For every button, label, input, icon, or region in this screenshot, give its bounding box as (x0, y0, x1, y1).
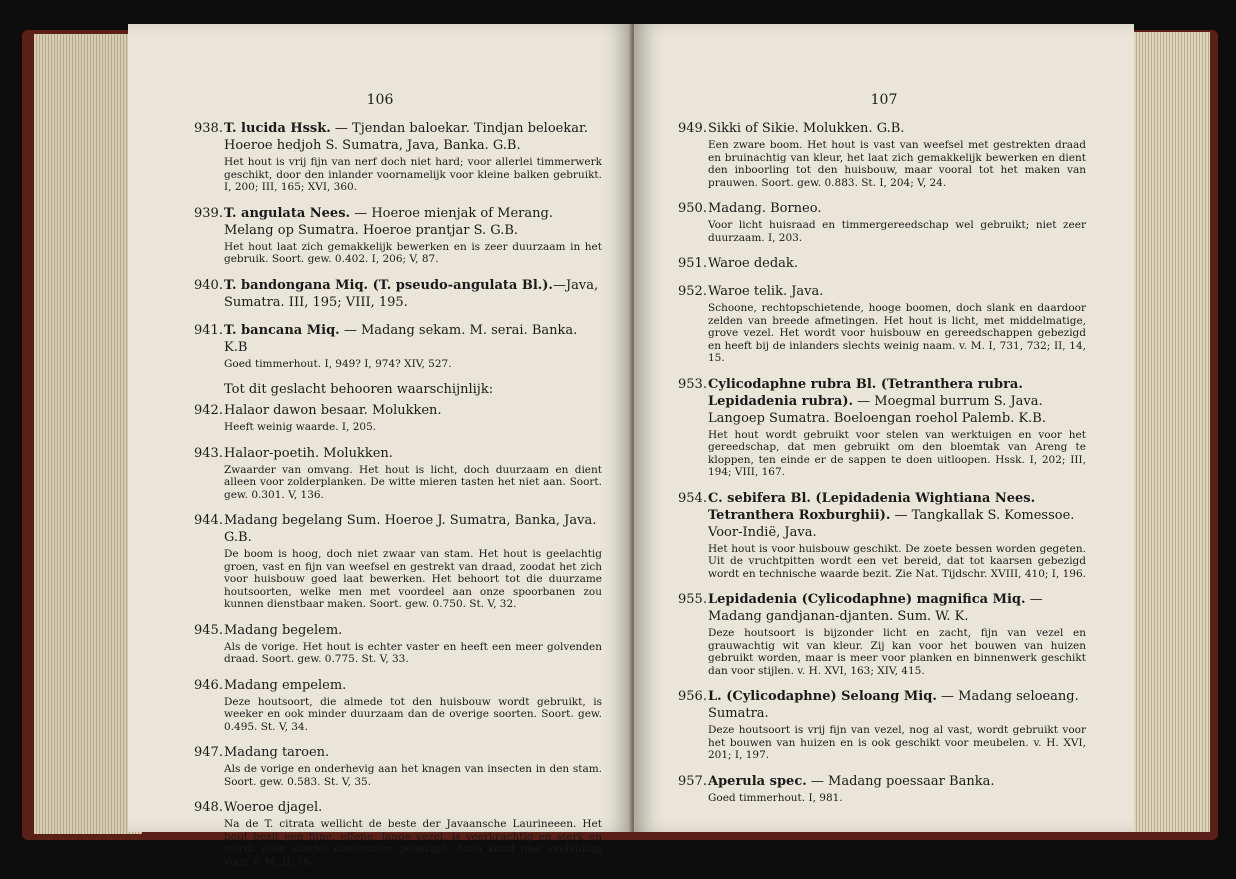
entry (678, 688, 1086, 762)
entry (678, 490, 1086, 581)
entry-number: 943. (194, 445, 223, 461)
entry-description: De boom is hoog, doch niet zwaar van stam. Het hout is geelachtig groen, vast en fijn van weefsel en gestrekt van draad, zoodat het zich voor huisbouw goed laat bewerken. Het behoort tot die duurzame houtsoorten, welke men met voordeel aan onze spoorbanen zou kunnen dienstbaar maken. Soort. gew. 0.750. St. V, 32. (224, 548, 602, 610)
entry-heading (194, 677, 602, 694)
entry-names: Halaor-poetih. Molukken. (224, 445, 393, 461)
entry (678, 255, 1086, 272)
entry-description: Het hout laat zich gemakkelijk bewerken en is zeer duurzaam in het gebruik. Soort. gew. 0.402. I, 206; V, 87. (224, 240, 602, 265)
entry-description: Zwaarder van omvang. Het hout is licht, doch duurzaam en dient alleen voor zolderplanken. De witte mieren tasten het niet aan. Soort. gew. 0.301. V, 136. (224, 463, 602, 501)
entry-heading (678, 200, 1086, 217)
entry-heading (194, 120, 602, 154)
entry-number: 953. (678, 376, 707, 392)
entry (194, 445, 602, 502)
entry-description: Het hout is voor huisbouw geschikt. De zoete bessen worden gegeten. Uit de vruchtpitten wordt een vet bereid, dat tot kaarsen gebezigd wordt en technische waarde bezit. Zie Nat. Tijdschr. XVIII, 410; I, 196. (708, 542, 1086, 580)
species-name: L. (Cylicodaphne) Seloang Miq. (708, 689, 937, 704)
entry-heading (678, 283, 1086, 300)
entry-heading (194, 622, 602, 639)
entry (194, 677, 602, 734)
entry-description: Goed timmerhout. I, 949? I, 974? XIV, 527. (224, 357, 452, 370)
entry-names: —Java, Sumatra. III, 195; VIII, 195. (224, 277, 599, 310)
entry-number: 942. (194, 403, 223, 418)
entry-number: 947. (194, 745, 223, 760)
entry-heading (678, 255, 1086, 272)
entry-names: Woeroe djagel. (224, 800, 323, 815)
entry-number: 952. (678, 284, 707, 299)
species-name: T. bancana Miq. (224, 322, 340, 338)
entry (678, 376, 1086, 479)
entry-description: Deze houtsoort is bijzonder licht en zacht, fijn van vezel en grauwachtig wit van kleur. Zij kan voor het bouwen van huizen gebruikt worden, maar is meer voor planken en binnenwerk geschikt dan voor stijlen. v. H. XVI, 163; XIV, 415. (708, 627, 1086, 677)
entry-heading (678, 688, 1086, 722)
entry-heading (194, 322, 602, 356)
entry (678, 591, 1086, 677)
entry-names: Sikki of Sikie. Molukken. G.B. (708, 121, 905, 136)
species-name: Aperula spec. (708, 773, 807, 789)
entry-number: 945. (194, 622, 223, 638)
species-name: T. angulata Nees. (224, 205, 351, 221)
entry-heading (194, 277, 602, 311)
entry-names: — Hoeroe mienjak of Merang. Melang op Sumatra. Hoeroe prantjar S. G.B. (224, 205, 553, 238)
entry-names: Madang empelem. (224, 677, 347, 693)
entry-names: Madang taroen. (224, 745, 330, 760)
entry-description: Voor licht huisraad en timmergereedschap wel gebruikt; niet zeer duurzaam. I, 203. (708, 219, 1086, 244)
right-page (634, 24, 1134, 832)
entry (194, 799, 602, 868)
page-number: 107 (870, 92, 898, 108)
entry-names: — Madang poessaar Banka. (806, 773, 995, 789)
entry (194, 322, 602, 371)
entry (194, 622, 602, 666)
entry (194, 205, 602, 266)
entry-description: Als de vorige en onderhevig aan het knagen van insecten in den stam. Soort. gew. 0.583. St. V, 35. (224, 763, 602, 788)
page-number: 106 (366, 92, 394, 108)
entry-names: Madang begelem. (224, 622, 343, 638)
entry-description: Heeft weinig waarde. I, 205. (224, 421, 377, 433)
entry-heading (194, 744, 602, 761)
entry-names: Waroe telik. Java. (708, 284, 824, 299)
entry-heading (194, 799, 602, 816)
entry-names: — Moegmal burrum S. Java. Langoep Sumatra. Boeloengan roehol Palemb. K.B. (708, 393, 1046, 426)
entry-heading (678, 120, 1086, 137)
entry-description: Het hout wordt gebruikt voor stelen van werktuigen en voor het gereedschap, dat men gebruikt om den bloemtak van Areng te kloppen, ten einde er de sappen te doen uitloopen. Hssk. I, 202; III, 194; VIII, 167. (708, 428, 1086, 478)
entry-number: 946. (194, 677, 223, 693)
entry-number: 940. (194, 277, 223, 293)
entry-number: 955. (678, 592, 707, 607)
entry (678, 120, 1086, 189)
entry-number: 951. (678, 256, 707, 271)
entry-names: — Madang sekam. M. serai. Banka. K.B (224, 322, 578, 355)
left-page (128, 24, 632, 868)
entry (194, 120, 602, 194)
entry-heading (194, 402, 602, 419)
entry (678, 200, 1086, 244)
entry-number: 949. (678, 121, 707, 136)
entry-description: Een zware boom. Het hout is vast van weefsel met gestrekten draad en bruinachtig van kleur, het laat zich gemakkelijk bewerken en dient den inboorling tot den huisbouw, maar vooral tot het maken van prauwen. Soort. gew. 0.883. St. I, 204; V, 24. (708, 139, 1086, 189)
entry-names: Waroe dedak. (708, 256, 798, 271)
species-name: T. lucida Hssk. (224, 121, 331, 136)
entry-number: 950. (678, 201, 707, 216)
entry-heading (194, 512, 602, 546)
species-name: C. sebifera Bl. (Lepidadenia Wightiana Nees. Tetranthera Roxburghii). (708, 490, 1036, 523)
entry-number: 939. (194, 205, 223, 221)
entry-names: Halaor dawon besaar. Molukken. (224, 403, 442, 418)
entry-number: 938. (194, 121, 223, 136)
entry-names: — Tangkallak S. Komessoe. Voor-Indië, Java. (708, 507, 1075, 540)
entry-names: Madang begelang Sum. Hoeroe J. Sumatra, Banka, Java. G.B. (224, 513, 597, 545)
entry (194, 744, 602, 788)
entry-number: 956. (678, 689, 707, 704)
entry-names: — Tjendan baloekar. Tindjan beloekar. Hoeroe hedjoh S. Sumatra, Java, Banka. G.B. (224, 121, 588, 153)
entry-description: Goed timmerhout. I, 981. (708, 791, 843, 804)
entry-description: Als de vorige. Het hout is echter vaster en heeft een meer golvenden draad. Soort. gew. 0.775. St. V, 33. (224, 640, 602, 665)
entry (194, 512, 602, 611)
entry-description: Het hout is vrij fijn van nerf doch niet hard; voor allerlei timmerwerk geschikt, door den inlander voornamelijk voor kleine balken gebruikt. I, 200; III, 165; XVI, 360. (224, 156, 602, 193)
entry-description: Schoone, rechtopschietende, hooge boomen, doch slank en daardoor zelden van breede afmetingen. Het hout is licht, met middelmatige, grove vezel. Het wordt voor huisbouw en gereedschappen gebezigd en heeft bij de inlanders slechts weinig naam. v. M. I, 731, 732; II, 14, 15. (708, 302, 1086, 364)
entry-names: — Madang gandjanan-djanten. Sum. W. K. (708, 592, 1043, 624)
entry (678, 283, 1086, 365)
entry (678, 773, 1086, 805)
page-edges-right (1130, 32, 1210, 832)
left-page-content (194, 120, 602, 879)
entry-heading (678, 773, 1086, 790)
right-page-content (678, 120, 1086, 815)
species-name: Lepidadenia (Cylicodaphne) magnifica Miq. (708, 592, 1026, 607)
species-name: T. bandongana Miq. (T. pseudo-angulata Bl.). (224, 277, 553, 293)
entry-names: Madang. Borneo. (708, 201, 822, 216)
page-edges-left (34, 34, 142, 834)
entry-number: 941. (194, 322, 223, 338)
entry-number: 948. (194, 800, 223, 815)
entry-heading (678, 490, 1086, 541)
species-name: Cylicodaphne rubra Bl. (Tetranthera rubra. Lepidadenia rubra). (708, 376, 1023, 409)
entry-heading (678, 376, 1086, 427)
section-intro: Tot dit geslacht behooren waarschijnlijk: (224, 382, 494, 397)
entry-number: 944. (194, 513, 223, 528)
entry-number: 957. (678, 773, 707, 789)
entry (194, 402, 602, 434)
entry-heading (194, 445, 602, 462)
entry-names: — Madang seloeang. Sumatra. (708, 689, 1079, 721)
entry-heading (678, 591, 1086, 625)
entry-number: 954. (678, 490, 707, 506)
entry-description: Deze houtsoort, die almede tot den huisbouw wordt gebruikt, is weeker en ook minder duurzaam dan de overige soorten. Soort. gew. 0.495. St. V, 34. (224, 695, 602, 733)
entry-heading (194, 205, 602, 239)
entry (194, 277, 602, 311)
entry-description: Deze houtsoort is vrij fijn van vezel, nog al vast, wordt gebruikt voor het bouwen van huizen en is ook geschikt voor meubelen. v. H. XVI, 201; I, 197. (708, 724, 1086, 761)
entry-description: Na de T. citrata wellicht de beste der Javaansche Laurineeen. Het hout bezit een fijne, effene, lange vezel, is veerkrachtig en sterk en wordt voor allerlei doeleinden gebezigd, doch komt niet veelvuldig voor. v. M. II, 56. (224, 818, 602, 868)
